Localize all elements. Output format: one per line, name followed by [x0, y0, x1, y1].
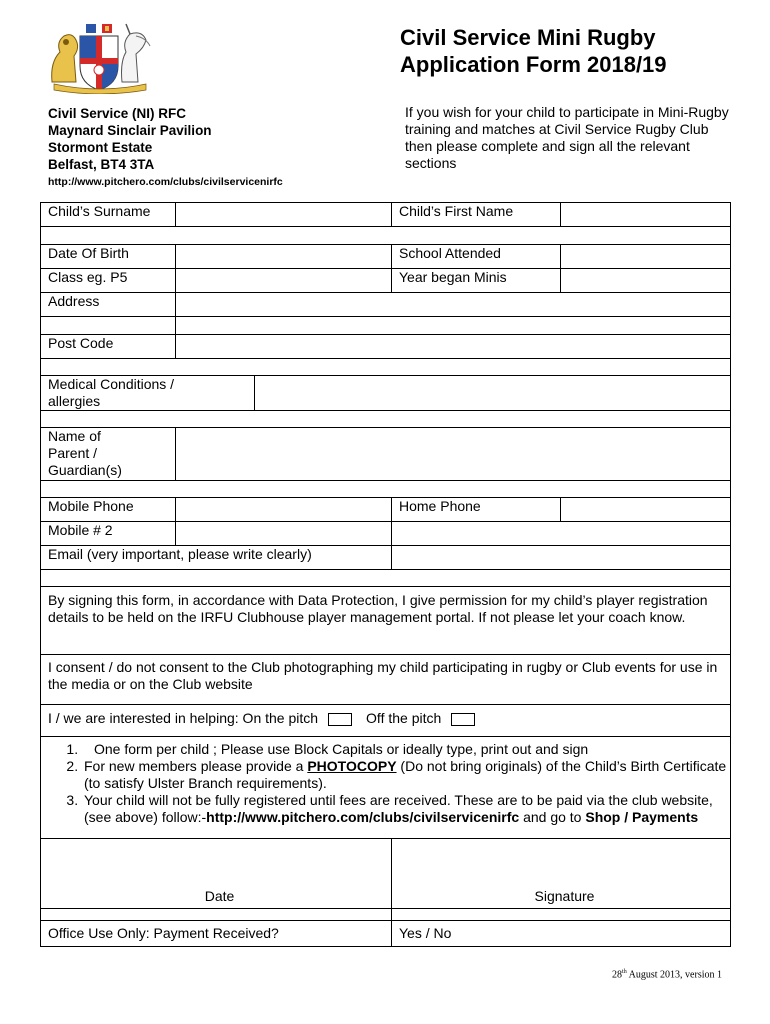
guardian-label-line-3: Guardian(s) [48, 462, 122, 478]
home-phone-input[interactable] [561, 498, 731, 522]
row-postcode [41, 335, 731, 359]
mobile-label: Mobile Phone [41, 498, 176, 522]
title-line-2: Application Form 2018/19 [400, 52, 667, 77]
note-3-mid: and go to [519, 809, 586, 825]
row-helping [41, 705, 731, 737]
notes-list [48, 741, 730, 826]
note-3-pre: Your child will not be fully registered until fees are received. These are to be paid via the club website, (see above) follow:- [84, 792, 713, 825]
note-1-text: One form per child ; Please use Block Capitals or ideally type, print out and sign [94, 741, 589, 757]
spacer-row [41, 909, 731, 921]
note-item-3 [82, 792, 730, 826]
club-city: Belfast, BT4 3TA [48, 157, 155, 172]
school-input[interactable] [561, 245, 731, 269]
home-phone-label: Home Phone [392, 498, 561, 522]
row-notes [41, 737, 731, 839]
year-began-label: Year began Minis [392, 269, 561, 293]
spacer-row [41, 359, 731, 376]
guardian-label [41, 428, 176, 481]
club-address [48, 105, 283, 191]
payment-yes-no[interactable]: Yes / No [392, 921, 731, 947]
row-dob-school [41, 245, 731, 269]
surname-label: Child’s Surname [41, 203, 176, 227]
address-input-1[interactable] [176, 293, 731, 317]
medical-label-line-2: allergies [48, 393, 101, 409]
mobile-input[interactable] [176, 498, 392, 522]
club-name: Civil Service (NI) RFC [48, 106, 187, 121]
post-code-label: Post Code [41, 335, 176, 359]
row-date-signature [41, 839, 731, 909]
helping-row [41, 705, 731, 737]
row-mobile2 [41, 522, 731, 546]
date-field[interactable]: Date [41, 839, 392, 909]
version-footer [612, 969, 722, 980]
footer-day: 28 [612, 969, 623, 981]
club-url: http://www.pitchero.com/clubs/civilservicenirfc [48, 176, 283, 188]
footer-day-suffix: th [622, 969, 627, 975]
mobile2-input[interactable] [176, 522, 392, 546]
dob-input[interactable] [176, 245, 392, 269]
helping-label: I / we are interested in helping: On the pitch [48, 710, 319, 726]
data-protection-text: By signing this form, in accordance with Data Protection, I give permission for my child’s player registration details to be held on the IRFU Clubhouse player management portal. If not please let your coach know. [41, 587, 731, 655]
row-email [41, 546, 731, 570]
note-2-post: (Do not bring originals) of the Child’s Birth Certificate (to satisfy Ulster Branch requirements). [84, 758, 727, 791]
photo-consent-text: I consent / do not consent to the Club photographing my child participating in rugby or Club events for use in the media or on the Club website [41, 655, 731, 705]
row-address-2 [41, 317, 731, 335]
email-label: Email (very important, please write clearly) [41, 546, 392, 570]
medical-label [41, 376, 255, 411]
office-use-label: Office Use Only: Payment Received? [41, 921, 392, 947]
application-form-table [40, 202, 731, 947]
address-input-2[interactable] [176, 317, 731, 335]
guardian-label-line-2: Parent / [48, 445, 98, 461]
medical-label-line-1: Medical Conditions / [48, 376, 175, 392]
intro-text: If you wish for your child to participate in Mini-Rugby training and matches at Civil Service Rugby Club then please complete and sign all the relevant sections [405, 104, 729, 171]
note-3-shop: Shop / Payments [585, 809, 699, 825]
spacer-row [41, 570, 731, 587]
dob-label: Date Of Birth [41, 245, 176, 269]
school-label: School Attended [392, 245, 561, 269]
form-title [400, 24, 740, 78]
row-guardian [41, 428, 731, 481]
year-began-input[interactable] [561, 269, 731, 293]
club-pavilion: Maynard Sinclair Pavilion [48, 123, 212, 138]
spacer-row [41, 227, 731, 245]
off-pitch-label: Off the pitch [366, 710, 442, 726]
notes-cell [41, 737, 731, 839]
first-name-label: Child’s First Name [392, 203, 561, 227]
address-label: Address [41, 293, 176, 317]
row-office-use [41, 921, 731, 947]
email-input[interactable] [392, 546, 731, 570]
row-phones [41, 498, 731, 522]
guardian-label-line-1: Name of [48, 428, 101, 444]
title-line-1: Civil Service Mini Rugby [400, 25, 656, 50]
mobile2-input-extra[interactable] [392, 522, 731, 546]
class-input[interactable] [176, 269, 392, 293]
club-estate: Stormont Estate [48, 140, 153, 155]
spacer-row [41, 411, 731, 428]
note-item-1 [82, 741, 730, 758]
club-crest-logo [46, 22, 154, 94]
row-medical [41, 376, 731, 411]
medical-input[interactable] [255, 376, 731, 411]
row-names [41, 203, 731, 227]
note-2-pre: For new members please provide a [84, 758, 308, 774]
row-data-protection [41, 587, 731, 655]
off-pitch-checkbox[interactable] [451, 713, 475, 726]
signature-field[interactable]: Signature [392, 839, 731, 909]
row-photo-consent [41, 655, 731, 705]
surname-input[interactable] [176, 203, 392, 227]
class-label: Class eg. P5 [41, 269, 176, 293]
row-address [41, 293, 731, 317]
guardian-input[interactable] [176, 428, 731, 481]
first-name-input[interactable] [561, 203, 731, 227]
note-item-2 [82, 758, 730, 792]
spacer-row [41, 481, 731, 498]
note-3-url: http://www.pitchero.com/clubs/civilservicenirfc [206, 809, 520, 825]
footer-rest: August 2013, version 1 [626, 969, 722, 981]
post-code-input[interactable] [176, 335, 731, 359]
row-class-year [41, 269, 731, 293]
note-2-photocopy: PHOTOCOPY [307, 758, 397, 774]
on-pitch-checkbox[interactable] [328, 713, 352, 726]
mobile2-label: Mobile # 2 [41, 522, 176, 546]
